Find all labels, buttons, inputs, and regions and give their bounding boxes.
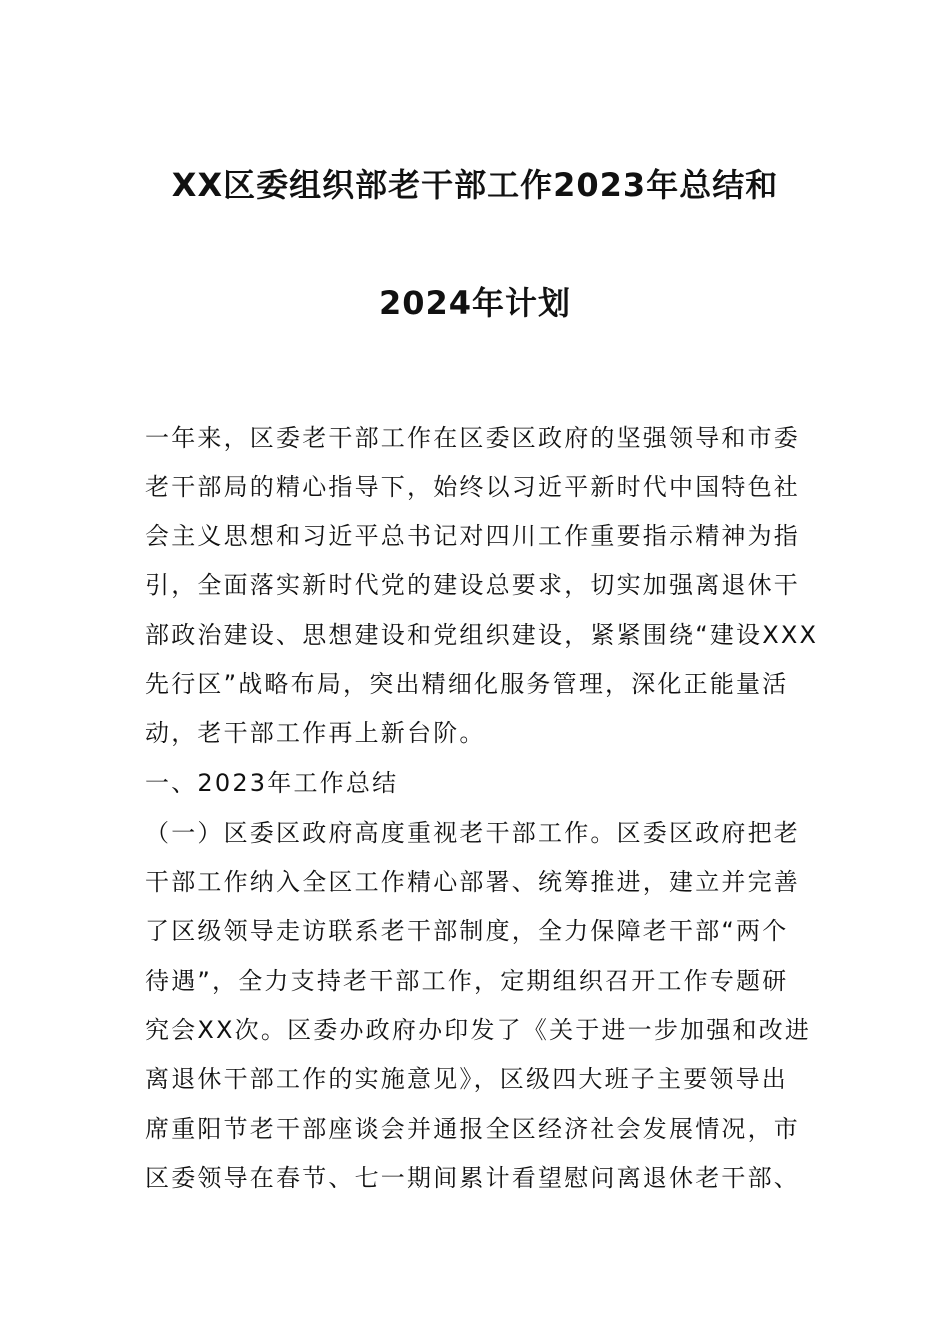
paragraph-line: 了区级领导走访联系老干部制度，全力保障老干部“两个: [145, 917, 789, 945]
paragraph-line: 一年来，区委老干部工作在区委区政府的坚强领导和市委: [145, 424, 800, 452]
paragraph-line: 部政治建设、思想建设和党组织建设，紧紧围绕“建设XXX: [145, 621, 819, 649]
paragraph-line: 动，老干部工作再上新台阶。: [145, 719, 486, 747]
document-title-line-2: 2024年计划: [378, 284, 572, 322]
document-title-line-1: XX区委组织部老干部工作2023年总结和: [171, 166, 779, 204]
paragraph-line: （一）区委区政府高度重视老干部工作。区委区政府把老: [145, 819, 800, 847]
paragraph-line: 待遇”，全力支持老干部工作，定期组织召开工作专题研: [145, 967, 789, 995]
paragraph-line: 引，全面落实新时代党的建设总要求，切实加强离退休干: [145, 571, 800, 599]
paragraph-line: 究会XX次。区委办政府办印发了《关于进一步加强和改进: [145, 1016, 812, 1044]
paragraph-line: 先行区”战略布局，突出精细化服务管理，深化正能量活: [145, 670, 789, 698]
paragraph-line: 老干部局的精心指导下，始终以习近平新时代中国特色社: [145, 473, 800, 501]
section-heading: 一、2023年工作总结: [145, 769, 399, 797]
paragraph-line: 会主义思想和习近平总书记对四川工作重要指示精神为指: [145, 522, 800, 550]
paragraph-line: 区委领导在春节、七一期间累计看望慰问离退休老干部、: [145, 1164, 800, 1192]
paragraph-line: 席重阳节老干部座谈会并通报全区经济社会发展情况，市: [145, 1115, 800, 1143]
paragraph-line: 离退休干部工作的实施意见》，区级四大班子主要领导出: [145, 1065, 788, 1093]
paragraph-line: 干部工作纳入全区工作精心部署、统筹推进，建立并完善: [145, 868, 800, 896]
